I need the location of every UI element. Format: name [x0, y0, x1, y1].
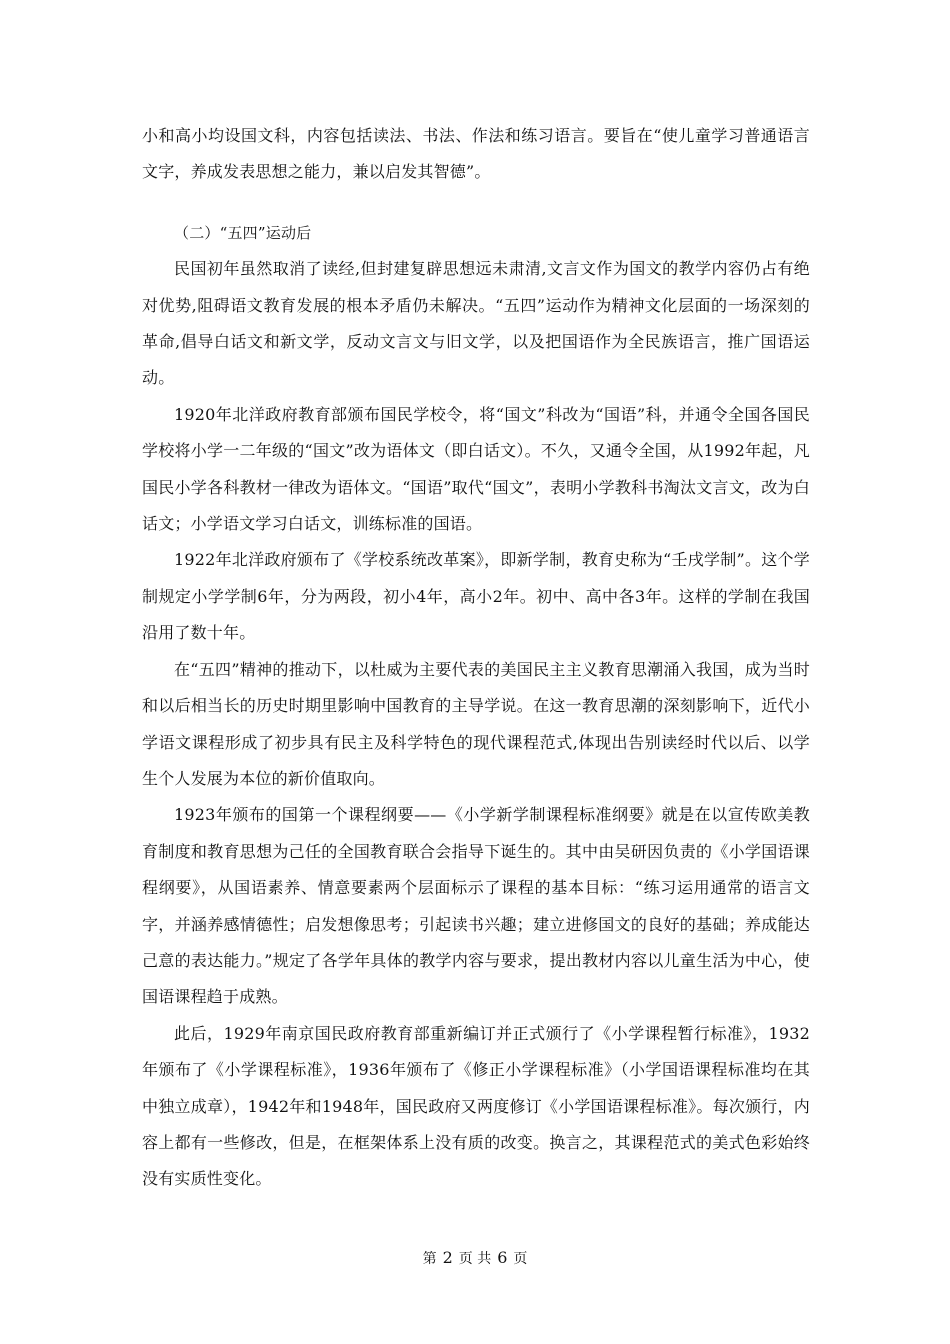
paragraph-3: 1922年北洋政府颁布了《学校系统改革案》，即新学制，教育史称为“壬戌学制”。这个学制规定小学学制6年，分为两段，初小4年，高小2年。初中、高中各3年。这样的学制在我国沿用了数十年。 [142, 550, 810, 643]
footer-suffix: 页 [513, 1251, 528, 1267]
paragraph-4: 在“五四”精神的推动下，以杜威为主要代表的美国民主主义教育思潮涌入我国，成为当时和以后相当长的历史时期里影响中国教育的主导学说。在这一教育思潮的深刻影响下，近代小学语文课程形成了初步具有民主及科学特色的现代课程范式,体现出告别读经时代以后、以学生个人发展为本位的新价值取向。 [142, 659, 810, 788]
paragraph-continuation: 小和高小均设国文科，内容包括读法、书法、作法和练习语言。要旨在“使儿童学习普通语言文字，养成发表思想之能力，兼以启发其智德”。 [142, 126, 810, 182]
paragraph-2: 1920年北洋政府教育部颁布国民学校令，将“国文”科改为“国语”科，并通令全国各国民学校将小学一二年级的“国文”改为语体文（即白话文）。不久，又通令全国，从1992年起，凡国民小学各科教材一律改为语体文。“国语”取代“国文”，表明小学教科书淘汰文言文，改为白话文；小学语文学习白话文，训练标准的国语。 [142, 404, 810, 534]
footer-page-number: 2 [442, 1248, 453, 1267]
footer-mid: 页 共 [458, 1251, 492, 1267]
footer-prefix: 第 [422, 1251, 437, 1267]
document-body [142, 118, 810, 1198]
paragraph-5: 1923年颁布的国第一个课程纲要——《小学新学制课程标准纲要》就是在以宣传欧美教育制度和教育思想为己任的全国教育联合会指导下诞生的。其中由吴研因负责的《小学国语课程纲要》，从国语素养、情意要素两个层面标示了课程的基本目标：“练习运用通常的语言文字，并涵养感情德性；启发想像思考；引起读书兴趣；建立进修国文的良好的基础；养成能达己意的表达能力。”规定了各学年具体的教学内容与要求，提出教材内容以儿童生活为中心，使国语课程趋于成熟。 [142, 805, 810, 1007]
section-heading: （二）“五四”运动后 [174, 223, 312, 242]
page-footer [0, 1248, 950, 1268]
paragraph-1: 民国初年虽然取消了读经,但封建复辟思想远未肃清,文言文作为国文的教学内容仍占有绝对优势,阻碍语文教育发展的根本矛盾仍未解决。“五四”运动作为精神文化层面的一场深刻的革命,倡导白话文和新文学，反动文言文与旧文学，以及把国语作为全民族语言，推广国语运动。 [142, 259, 810, 388]
footer-total-pages: 6 [497, 1248, 508, 1267]
paragraph-6: 此后，1929年南京国民政府教育部重新编订并正式颁行了《小学课程暂行标准》，1932年颁布了《小学课程标准》，1936年颁布了《修正小学课程标准》（小学国语课程标准均在其中独立成章），1942年和1948年，国民政府又两度修订《小学国语课程标准》。每次颁行，内容上都有一些修改，但是，在框架体系上没有质的改变。换言之，其课程范式的美式色彩始终没有实质性变化。 [142, 1023, 810, 1189]
